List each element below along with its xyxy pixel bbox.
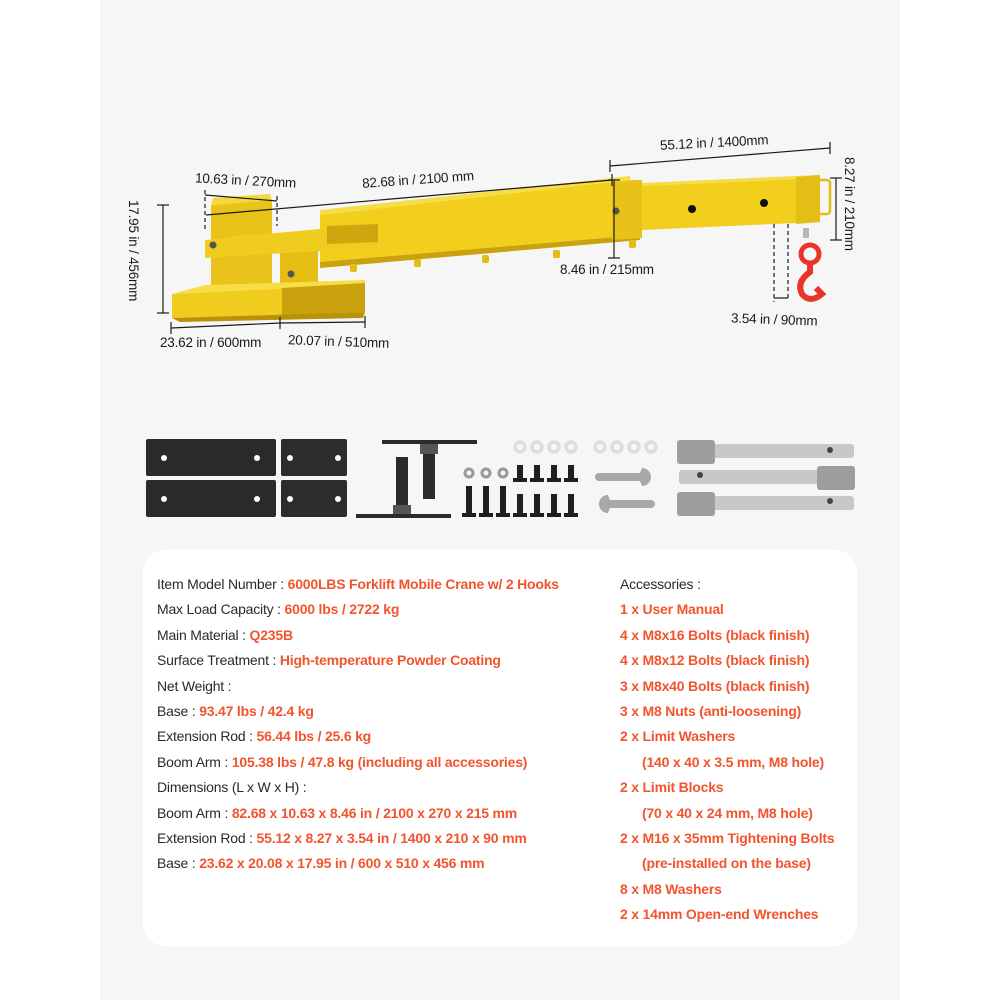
accessory-item: 2 x 14mm Open-end Wrenches: [620, 906, 819, 923]
spec-weight-extension-rod: Extension Rod : 56.44 lbs / 25.6 kg: [157, 728, 372, 745]
dim-hook-offset: 3.54 in / 90mm: [730, 310, 818, 329]
limit-blocks-icon: [281, 439, 347, 517]
accessories-heading: Accessories :: [620, 576, 701, 592]
accessory-item: 2 x Limit Blocks: [620, 779, 724, 796]
crane-dimension-diagram: [0, 0, 1000, 420]
spec-dimensions-heading: Dimensions (L x W x H) :: [157, 779, 307, 796]
accessory-item: 3 x M8x40 Bolts (black finish): [620, 677, 810, 694]
accessory-item: 1 x User Manual: [620, 601, 724, 618]
spec-weight-boom-arm: Boom Arm : 105.38 lbs / 47.8 kg (including all accessories): [157, 753, 528, 770]
accessory-detail: (pre-installed on the base): [642, 855, 811, 872]
spec-dim-extension-rod: Extension Rod : 55.12 x 8.27 x 3.54 in / 1400 x 210 x 90 mm: [157, 829, 527, 846]
spec-dim-base: Base : 23.62 x 20.08 x 17.95 in / 600 x 510 x 456 mm: [157, 855, 485, 872]
accessory-item: 2 x Limit Washers: [620, 728, 736, 745]
dim-extension-height: 8.27 in / 210mm: [842, 157, 857, 251]
accessory-item: 3 x M8 Nuts (anti-loosening): [620, 702, 802, 719]
accessories-list: [620, 572, 835, 927]
m8-washers-icon: [515, 442, 656, 452]
specs-list: [157, 572, 559, 877]
spec-max-load: Max Load Capacity : 6000 lbs / 2722 kg: [157, 601, 400, 618]
spec-weight-base: Base : 93.47 lbs / 42.4 kg: [157, 702, 314, 719]
m8-bolts-icon: [462, 465, 578, 517]
dim-base-length: 23.62 in / 600mm: [160, 335, 262, 350]
open-end-wrenches-icon: [595, 468, 655, 513]
dim-base-height: 17.95 in / 456mm: [126, 200, 141, 302]
spec-main-material: Main Material : Q235B: [157, 626, 293, 643]
dim-boom-length: 82.68 in / 2100 mm: [361, 168, 475, 191]
accessory-item: 4 x M8x16 Bolts (black finish): [620, 626, 810, 643]
dim-boom-height: 8.46 in / 215mm: [560, 262, 654, 277]
dim-base-width: 20.07 in / 510mm: [287, 332, 390, 351]
spec-dim-boom-arm: Boom Arm : 82.68 x 10.63 x 8.46 in / 2100 x 270 x 215 mm: [157, 804, 518, 821]
dim-base-depth: 10.63 in / 270mm: [194, 170, 297, 191]
accessory-detail: (140 x 40 x 3.5 mm, M8 hole): [642, 753, 824, 770]
accessories-parts-illustration: [0, 430, 1000, 530]
limit-washer-plates-icon: [146, 439, 276, 517]
accessory-item: 2 x M16 x 35mm Tightening Bolts: [620, 829, 835, 846]
specifications-card: [143, 550, 857, 946]
dim-extension-length: 55.12 in / 1400mm: [659, 132, 769, 153]
tightening-bolts-icon: [356, 440, 477, 518]
pins-icon: [677, 440, 855, 516]
accessory-item: 8 x M8 Washers: [620, 880, 722, 897]
m8-nuts-icon: [465, 469, 507, 477]
spec-surface-treatment: Surface Treatment : High-temperature Powder Coating: [157, 652, 501, 669]
accessory-detail: (70 x 40 x 24 mm, M8 hole): [642, 804, 813, 821]
spec-model-number: Item Model Number : 6000LBS Forklift Mobile Crane w/ 2 Hooks: [157, 576, 559, 592]
spec-net-weight-heading: Net Weight :: [157, 677, 232, 694]
accessory-item: 4 x M8x12 Bolts (black finish): [620, 652, 810, 669]
